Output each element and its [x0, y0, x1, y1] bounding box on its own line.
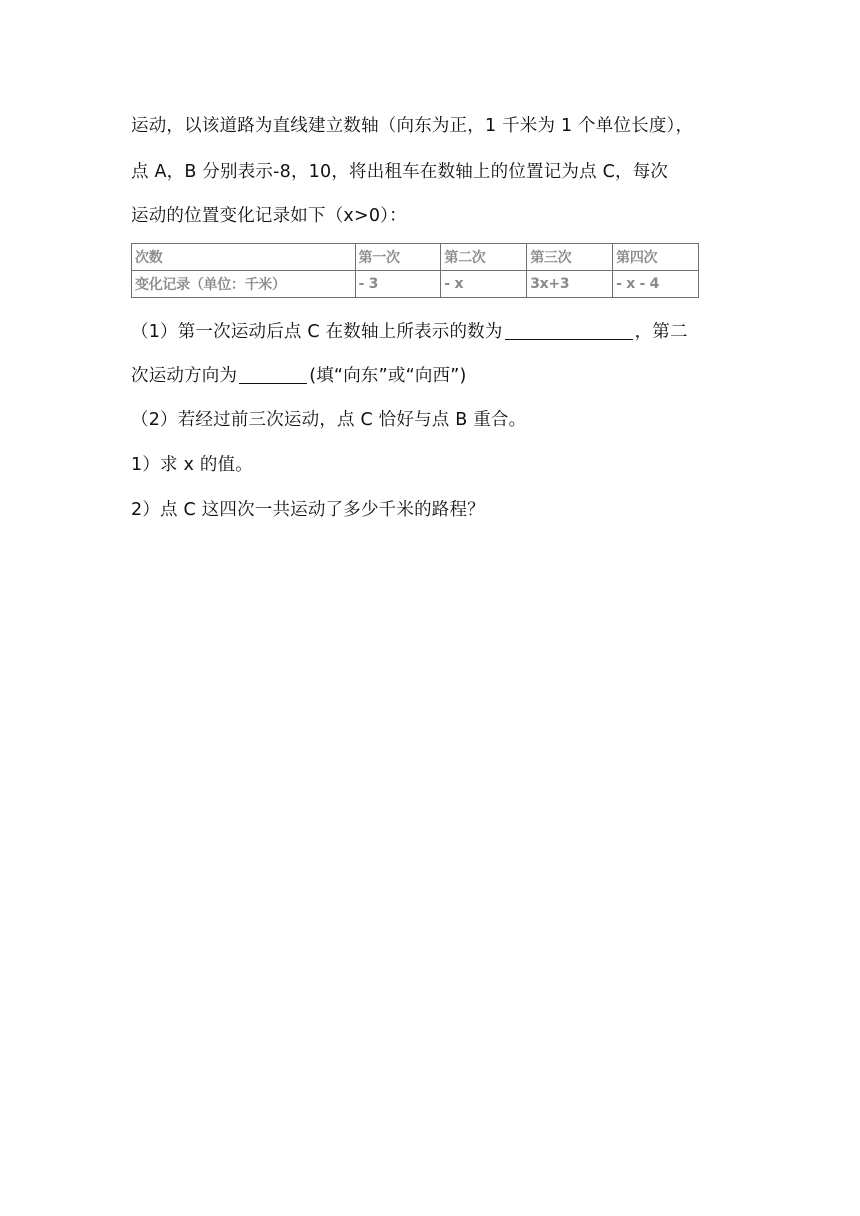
table-cell: 3x+3 [527, 271, 613, 298]
table-header-cell: 次数 [132, 244, 356, 271]
table-cell: - 3 [355, 271, 441, 298]
table-row [132, 271, 699, 298]
table-header-cell: 第二次 [441, 244, 527, 271]
question-1-line-1 [131, 319, 688, 344]
question-1-line2-text: 次运动方向为 [131, 366, 238, 386]
paragraph-line-1: 运动，以该道路为直线建立数轴（向东为正，1 千米为 1 个单位长度）， [131, 116, 694, 136]
question-1-text: （1）第一次运动后点 C 在数轴上所表示的数为 [131, 322, 503, 342]
question-2-part-2: 2）点 C 这四次一共运动了多少千米的路程？ [131, 500, 485, 520]
table-cell: - x - 4 [613, 271, 699, 298]
table-cell: - x [441, 271, 527, 298]
table-header-cell: 第一次 [355, 244, 441, 271]
table-header-cell: 第三次 [527, 244, 613, 271]
table-cell: 变化记录（单位：千米） [132, 271, 356, 298]
question-1-text-tail: ，第二 [634, 322, 688, 342]
table-header-cell: 第四次 [613, 244, 699, 271]
question-1-line2-tail: (填“向东”或“向西”) [309, 366, 467, 386]
paragraph-line-2: 点 A，B 分别表示-8，10，将出租车在数轴上的位置记为点 C，每次 [131, 162, 669, 182]
paragraph-line-3: 运动的位置变化记录如下（x>0）： [131, 206, 407, 226]
movement-record-table [131, 243, 699, 298]
answer-blank-2[interactable] [239, 363, 307, 384]
question-1-line-2 [131, 363, 467, 388]
table-header-row [132, 244, 699, 271]
answer-blank-1[interactable] [505, 319, 633, 340]
question-2: （2）若经过前三次运动，点 C 恰好与点 B 重合。 [131, 410, 527, 430]
question-2-part-1: 1）求 x 的值。 [131, 455, 253, 475]
